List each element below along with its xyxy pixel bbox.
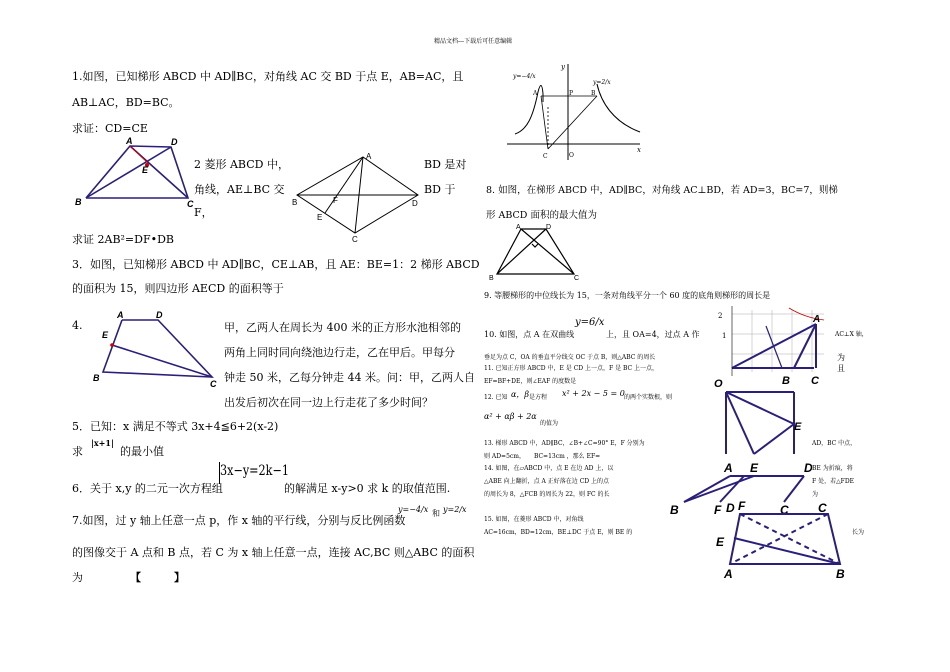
q7-line3: 为: [72, 571, 83, 584]
f3-label-d: D: [156, 310, 163, 320]
f10-label-c: C: [811, 375, 819, 387]
q14-text-f: 为: [812, 491, 819, 498]
figure-q7-hyperbolas: [505, 62, 650, 162]
f7-label-c: C: [543, 153, 548, 160]
f10-label-1: 1: [722, 332, 727, 340]
q2-text-d: BD 是对: [424, 158, 467, 171]
f3-label-b: B: [93, 373, 100, 383]
f1-label-c: C: [187, 199, 194, 209]
f14-label-e: E: [750, 461, 759, 475]
q2-prove: 求证 2AB²=DF•DB: [72, 233, 174, 246]
q14-text-d: F 处，若△FDE: [812, 478, 855, 485]
f2-label-e: E: [317, 213, 323, 222]
q7-line1: 7.如图，过 y 轴上任意一点 p，作 x 轴的平行线，分别与反比例函数: [72, 514, 406, 527]
q3-line2: 的面积为 15，则四边形 AECD 的面积等于: [72, 282, 284, 295]
q2-text-b: 角线，AE⊥BC 交: [194, 183, 285, 196]
q14-text-a: 14. 如图，在▱ABCD 中，点 E 在边 AD 上，以: [484, 465, 614, 472]
f1-label-a: A: [126, 136, 133, 146]
f14-label-f: F: [714, 503, 722, 517]
f7-label-o: O: [569, 152, 574, 159]
q4-number: 4.: [72, 319, 83, 332]
figure-q15-rhombus: [710, 498, 860, 582]
f7-label-p: P: [569, 90, 574, 97]
q8-line1: 8. 如图，在梯形 ABCD 中，AD∥BC，对角线 AC⊥BD，若 AD=3，BC=7，则梯: [486, 185, 838, 196]
f8-label-c: C: [574, 275, 580, 282]
f14-label-c: C: [780, 503, 789, 517]
f2-label-d: D: [412, 199, 418, 208]
f2-label-a: A: [366, 152, 372, 161]
figure-q2-rhombus: [290, 150, 430, 242]
f15-label-c: C: [818, 501, 827, 515]
q7-func2: y=2/x: [443, 505, 467, 514]
f15-label-d: D: [726, 501, 735, 515]
f1-label-b: B: [75, 197, 82, 207]
q7-and: 和: [432, 509, 440, 518]
page-header: 精品文档---下载后可任意编辑: [434, 38, 513, 45]
q14-text-c: △ABE 向上翻折，点 A 正好落在边 CD 上的点: [484, 478, 610, 485]
f14-label-a: A: [724, 461, 733, 475]
q14-text-b: BE 为折痕，将: [812, 465, 853, 472]
f8-label-a: A: [516, 224, 521, 231]
f7-label-a: A: [533, 90, 538, 97]
q12-expression: α² + αβ + 2α: [484, 412, 537, 421]
q4-line3: 钟走 50 米，乙每分钟走 44 米。问：甲，乙两人自: [224, 371, 475, 384]
f10-label-2: 2: [718, 312, 723, 320]
f10-label-b: B: [782, 375, 790, 387]
q5-abs-expr: |x+1|: [91, 438, 114, 448]
q3-line1: 3．如图，已知梯形 ABCD 中 AD∥BC，CE⊥AB，且 AE：BE=1：2 梯形 ABCD: [72, 258, 480, 271]
q2-text-a: 2 菱形 ABCD 中，: [194, 158, 289, 171]
q11-text-c: EF=BF+DE，则∠EAF 的度数是: [484, 378, 577, 385]
q10-text-a: 10. 如图，点 A 在双曲线: [484, 330, 575, 339]
q10-function: y=6/x: [575, 317, 605, 328]
f7-label-x: x: [637, 146, 641, 154]
q1-line1: 1.如图，已知梯形 ABCD 中 AD∥BC，对角线 AC 交 BD 于点 E，AB=AC，且: [72, 70, 464, 83]
f2-label-c: C: [352, 235, 358, 244]
q4-line2: 两角上同时同向绕池边行走，乙在甲后。甲每分: [224, 346, 455, 359]
q4-line1: 甲，乙两人在周长为 400 米的正方形水池相邻的: [224, 321, 461, 334]
q7-line2: 的图像交于 A 点和 B 点，若 C 为 x 轴上任意一点，连接 AC,BC 则△ABC 的面积: [72, 546, 475, 559]
f15-label-e: E: [716, 535, 725, 549]
f10-label-a: A: [813, 314, 821, 325]
q13-text-c: 则 AD=5cm， BC=13cm ，那么 EF=: [484, 453, 601, 460]
figure-q11-square: [714, 388, 804, 458]
q11-text-b: 且: [837, 364, 845, 373]
q6-equation: 3x−y=2k−1: [220, 463, 289, 479]
q10-text-d: 垂足为点 C，OA 的垂直平分线交 OC 于点 B，则△ABC 的周长: [484, 354, 656, 361]
q15-text-b: AC=16cm，BD=12cm，BE⊥DC 于点 E，则 BE 的: [484, 529, 633, 536]
q12-roots: α，β: [511, 390, 530, 399]
f15-label-b: B: [836, 567, 845, 581]
f15-label-a: A: [724, 567, 733, 581]
q5-line1: 5．已知：x 满足不等式 3x+4≦6+2(x-2): [72, 420, 279, 433]
q10-text-b: 上，且 OA=4，过点 A 作: [606, 330, 700, 339]
f2-label-f: F: [333, 196, 338, 205]
q10-text-e: 为: [837, 353, 845, 362]
f7-label-f1: y=−4/x: [513, 73, 536, 80]
q1-prove: 求证：CD=CE: [72, 122, 148, 135]
q13-text-a: 13. 梯形 ABCD 中，AD∥BC，∠B+∠C=90° E，F 分别为: [484, 440, 645, 447]
f14-label-b: B: [670, 503, 679, 517]
q6-text-a: 6．关于 x,y 的二元一次方程组: [72, 482, 223, 495]
f3-label-c: C: [210, 379, 217, 389]
q4-line4: 出发后初次在同一边上行走花了多少时间？: [224, 396, 433, 409]
q15-text-c: 长为: [852, 529, 865, 536]
f2-label-b: B: [292, 198, 298, 207]
q9-text: 9. 等腰梯形的中位线长为 15，一条对角线平分一个 60 度的底角则梯形的周长是: [484, 291, 771, 300]
figure-q10-graph: [714, 306, 824, 388]
q12-text-e: 的值为: [540, 420, 559, 427]
q12-text-d: 的两个实数根，则: [624, 394, 673, 401]
figure-q1-trapezoid: [70, 135, 200, 210]
q12-equation: x² + 2x − 5 = 0: [562, 389, 625, 398]
f7-label-f2: y=2/x: [593, 79, 611, 86]
f7-label-y: y: [561, 63, 565, 71]
q6-text-b: 的解满足 x-y>0 求 k 的取值范围.: [284, 482, 451, 495]
q1-line2: AB⊥AC，BD=BC。: [72, 96, 180, 109]
q12-text-a: 12. 已知: [484, 394, 508, 401]
q12-text-c: 是方程: [529, 394, 548, 401]
f3-label-a: A: [117, 310, 124, 320]
f7-label-b: B: [591, 90, 596, 97]
q5-ask-tail: 的最小值: [120, 445, 164, 458]
q7-answer-bracket: 【 】: [130, 571, 185, 584]
figure-q3-trapezoid: [90, 308, 225, 388]
f3-label-e: E: [102, 330, 109, 340]
f1-label-e: E: [142, 165, 149, 175]
q8-line2: 形 ABCD 面积的最大值为: [486, 210, 597, 221]
figure-q8-trapezoid: [486, 222, 586, 284]
q7-func1: y=−4/x: [398, 505, 429, 514]
q11-text-a: 11. 已知正方形 ABCD 中，E 是 CD 上一点，F 是 BC 上一点，: [484, 365, 659, 372]
q14-text-e: 的周长为 8，△FCB 的周长为 22，则 FC 的长: [484, 491, 610, 498]
q15-text-a: 15. 如图，在菱形 ABCD 中，对角线: [484, 516, 584, 523]
f15-label-f: F: [738, 499, 746, 513]
f14-label-d: D: [804, 461, 813, 475]
q5-ask: 求: [72, 445, 83, 458]
q6-brace: [219, 462, 222, 484]
q2-text-c: F，: [194, 206, 213, 219]
f1-label-d: D: [171, 137, 178, 147]
f10-label-o: O: [714, 378, 723, 390]
q2-text-e: BD 于: [424, 183, 456, 196]
f8-label-b: B: [489, 275, 494, 282]
q10-text-c: AC⊥X 轴，: [835, 331, 868, 338]
q13-text-b: AD，BC 中点，: [812, 440, 857, 447]
f11-label-e: E: [794, 421, 802, 433]
f8-label-d: D: [546, 224, 552, 231]
